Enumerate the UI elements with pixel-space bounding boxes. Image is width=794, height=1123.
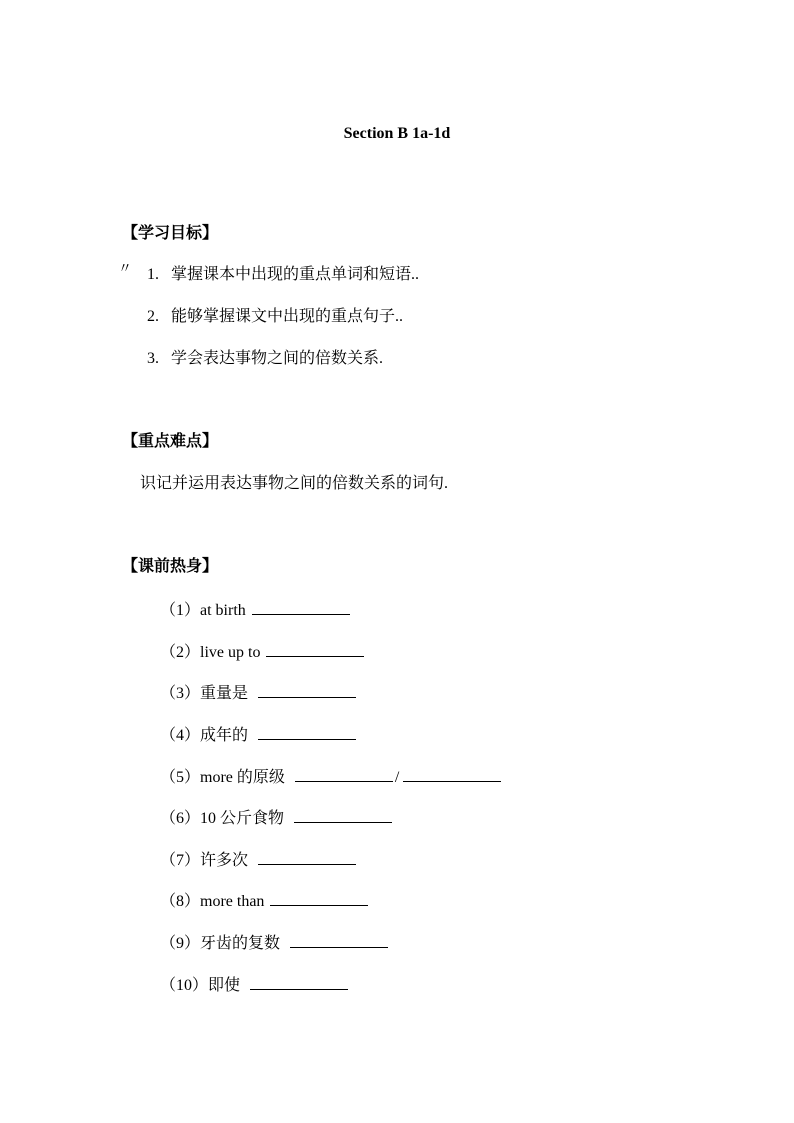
warmup-item	[160, 932, 388, 954]
objective-number: 2.	[147, 308, 159, 325]
keypoints-text: 识记并运用表达事物之间的倍数关系的词句.	[140, 475, 449, 492]
warmup-item	[160, 682, 356, 704]
objective-number: 3.	[147, 350, 159, 367]
objective-number: 1.	[147, 266, 159, 283]
answer-blank[interactable]	[258, 849, 356, 865]
warmup-item	[160, 599, 350, 621]
blank-separator: /	[394, 769, 400, 786]
warmup-label: （5）more 的原级	[160, 769, 285, 786]
warmup-label: （7）许多次	[160, 852, 249, 869]
answer-blank[interactable]	[403, 766, 501, 782]
warmup-label: （2）live up to	[160, 644, 261, 661]
warmup-item	[160, 724, 356, 746]
warmup-item	[160, 766, 501, 788]
warmup-item	[160, 849, 356, 871]
warmup-label: （4）成年的	[160, 727, 249, 744]
warmup-label: （8）more than	[160, 893, 265, 910]
answer-blank[interactable]	[258, 682, 356, 698]
objectives-heading: 【学习目标】	[122, 225, 219, 242]
objective-text: 能够掌握课文中出现的重点句子..	[171, 308, 404, 325]
warmup-label: （6）10 公斤食物	[160, 810, 285, 827]
ditto-mark: 〃	[118, 262, 132, 277]
warmup-item	[160, 890, 368, 912]
warmup-label: （9）牙齿的复数	[160, 935, 281, 952]
answer-blank[interactable]	[266, 641, 364, 657]
answer-blank[interactable]	[294, 807, 392, 823]
warmup-item	[160, 974, 348, 996]
warmup-label: （10）即使	[160, 977, 241, 994]
answer-blank[interactable]	[258, 724, 356, 740]
answer-blank[interactable]	[290, 932, 388, 948]
objective-item	[147, 265, 419, 285]
page-title: Section B 1a-1d	[343, 125, 451, 142]
answer-blank[interactable]	[270, 890, 368, 906]
answer-blank[interactable]	[250, 974, 348, 990]
warmup-item	[160, 641, 364, 663]
objective-item	[147, 307, 403, 327]
warmup-label: （1）at birth	[160, 602, 246, 619]
objective-item	[147, 349, 383, 369]
objective-text: 掌握课本中出现的重点单词和短语..	[171, 266, 420, 283]
warmup-heading: 【课前热身】	[122, 558, 219, 575]
objective-text: 学会表达事物之间的倍数关系.	[171, 350, 384, 367]
warmup-item	[160, 807, 392, 829]
answer-blank[interactable]	[295, 766, 393, 782]
warmup-label: （3）重量是	[160, 685, 249, 702]
keypoints-heading: 【重点难点】	[122, 433, 219, 450]
answer-blank[interactable]	[252, 599, 350, 615]
